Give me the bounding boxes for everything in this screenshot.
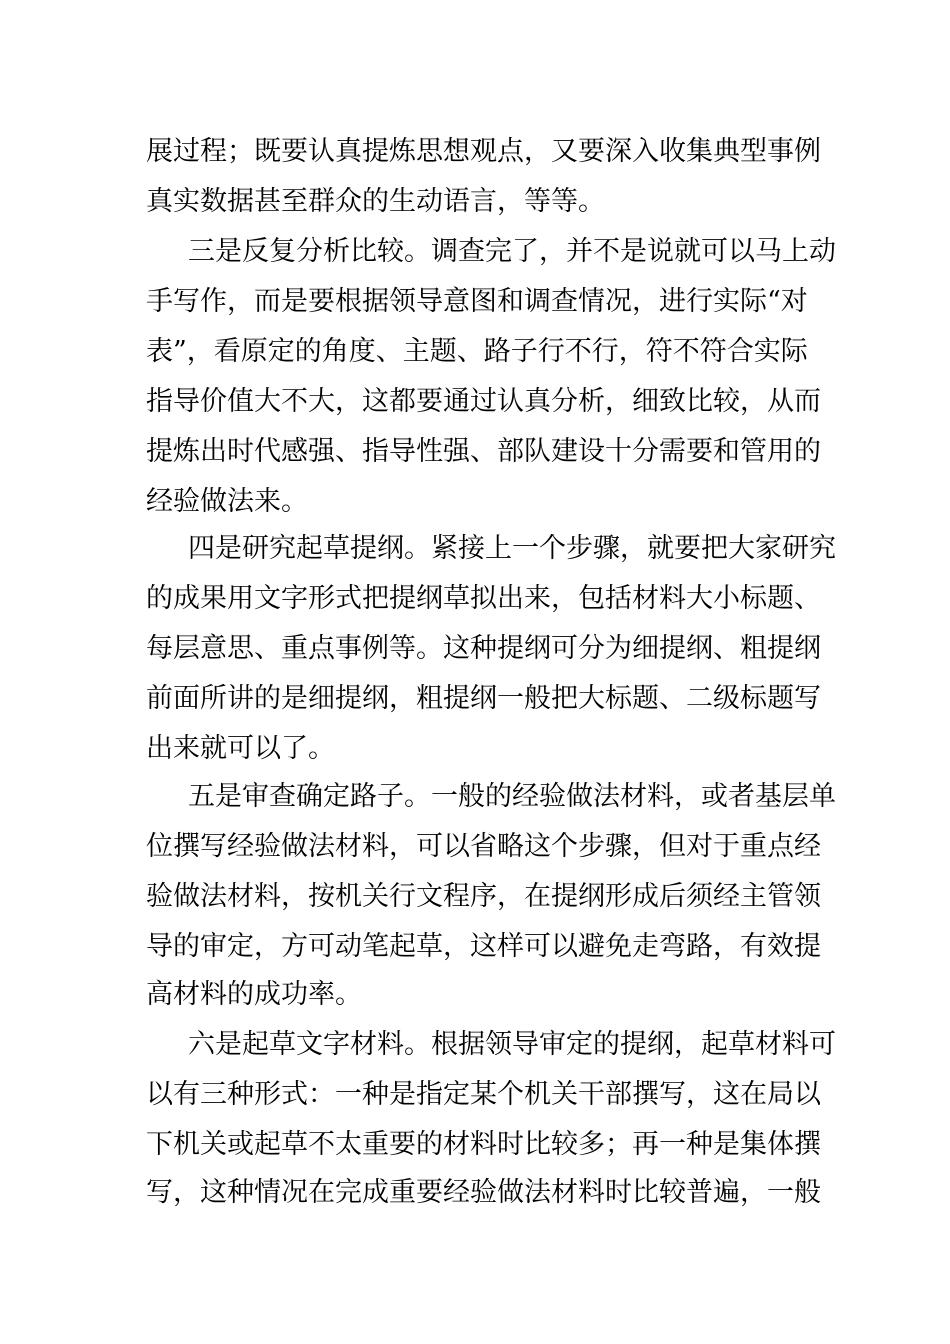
- text-line: 的成果用文字形式把提纲草拟出来，包括材料大小标题、: [146, 583, 821, 614]
- text-line: 验做法材料，按机关行文程序，在提纲形成后须经主管领: [146, 881, 821, 912]
- paragraph-start-line: 六是起草文字材料。根据领导审定的提纲，起草材料可: [188, 1029, 836, 1060]
- text-line: 经验做法来。: [146, 486, 308, 517]
- text-line: 写，这种情况在完成重要经验做法材料时比较普遍，一般: [146, 1177, 821, 1208]
- text-line: 表”，看原定的角度、主题、路子行不行，符不符合实际: [146, 336, 808, 367]
- text-line: 指导价值大不大，这都要通过认真分析，细致比较，从而: [146, 386, 821, 417]
- text-line: 下机关或起草不太重要的材料时比较多；再一种是集体撰: [146, 1129, 821, 1160]
- text-line: 出来就可以了。: [146, 733, 335, 764]
- text-line: 每层意思、重点事例等。这种提纲可分为细提纲、粗提纲: [146, 633, 821, 664]
- text-line: 真实数据甚至群众的生动语言，等等。: [146, 186, 605, 217]
- text-line: 导的审定，方可动笔起草，这样可以避免走弯路，有效提: [146, 931, 821, 962]
- text-line: 手写作，而是要根据领导意图和调查情况，进行实际“对: [146, 286, 808, 317]
- text-line: 位撰写经验做法材料，可以省略这个步骤，但对于重点经: [146, 831, 821, 862]
- paragraph-start-line: 四是研究起草提纲。紧接上一个步骤，就要把大家研究: [188, 533, 836, 564]
- text-line: 高材料的成功率。: [146, 979, 362, 1010]
- text-line: 提炼出时代感强、指导性强、部队建设十分需要和管用的: [146, 436, 821, 467]
- text-line: 前面所讲的是细提纲，粗提纲一般把大标题、二级标题写: [146, 683, 821, 714]
- paragraph-start-line: 三是反复分析比较。调查完了，并不是说就可以马上动: [188, 236, 836, 267]
- paragraph-start-line: 五是审查确定路子。一般的经验做法材料，或者基层单: [188, 781, 836, 812]
- text-line: 展过程；既要认真提炼思想观点，又要深入收集典型事例: [146, 136, 821, 167]
- text-line: 以有三种形式：一种是指定某个机关干部撰写，这在局以: [146, 1079, 821, 1110]
